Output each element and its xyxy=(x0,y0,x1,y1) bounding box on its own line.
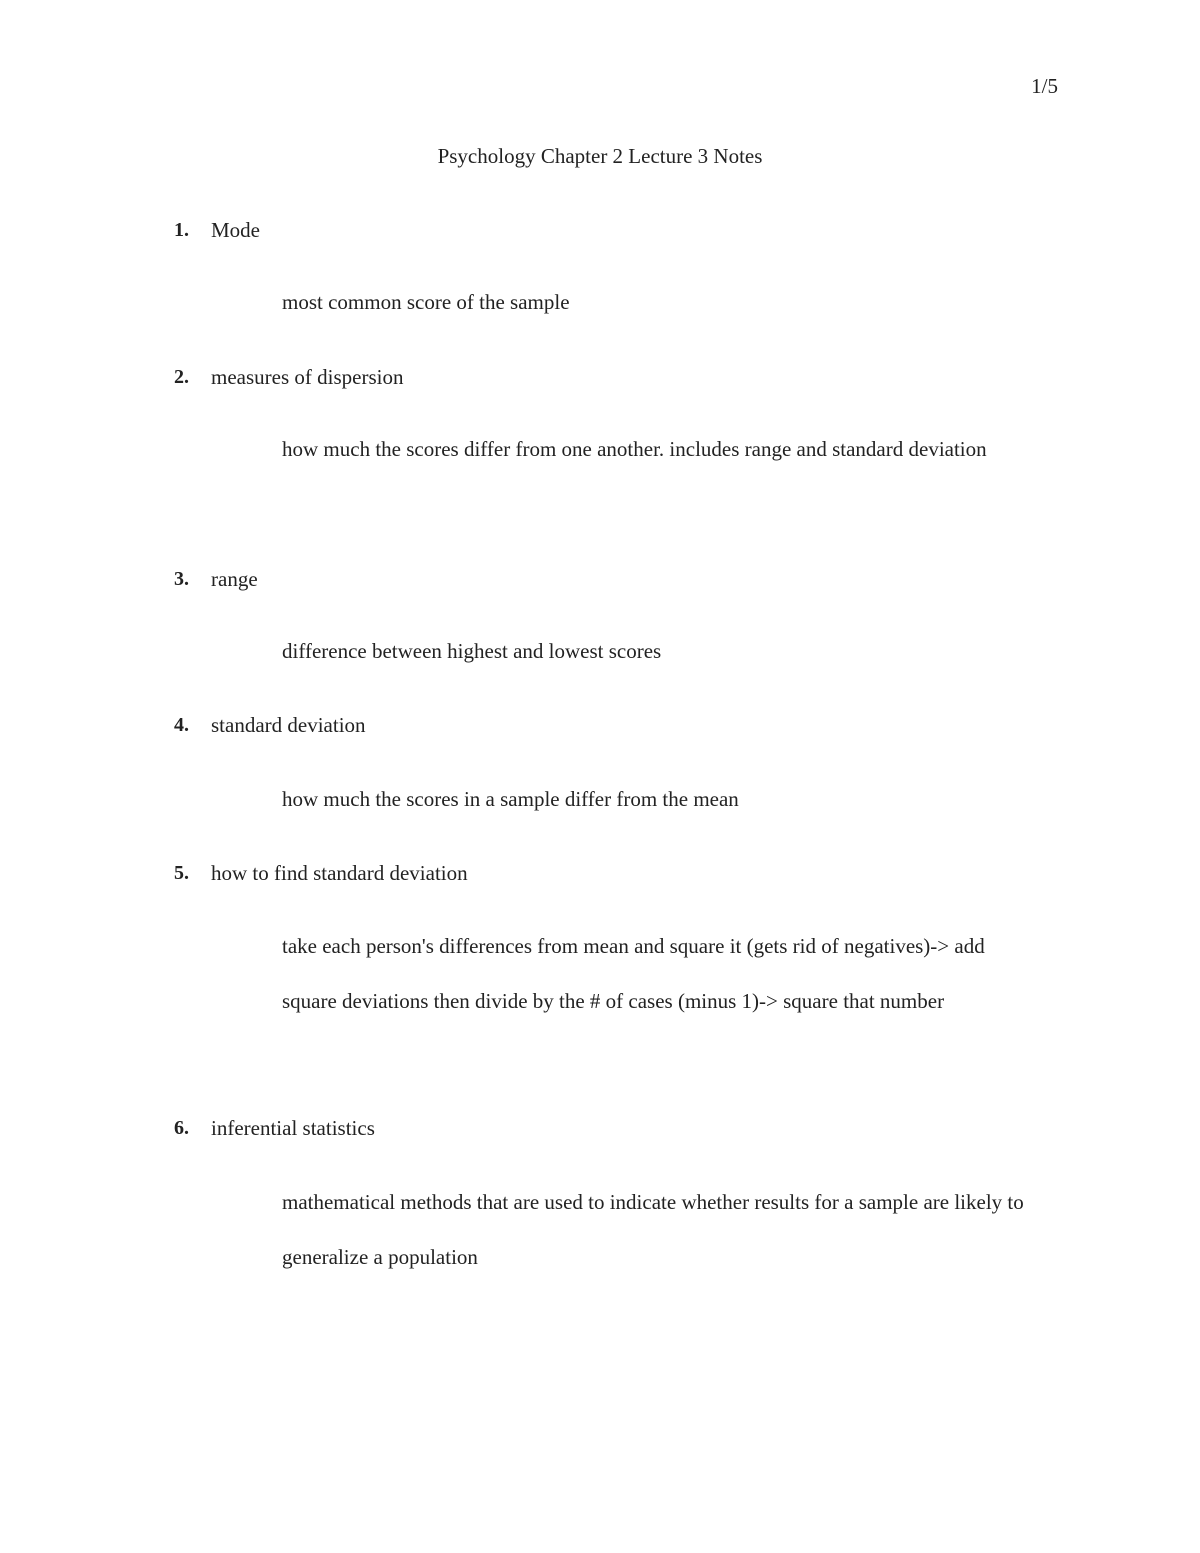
item-number: 4. xyxy=(174,714,189,736)
item-term: how to find standard deviation xyxy=(211,861,468,885)
item-term: Mode xyxy=(211,218,260,242)
item-number: 5. xyxy=(174,862,189,884)
item-definition: most common score of the sample xyxy=(282,290,570,314)
item-term: measures of dispersion xyxy=(211,365,404,389)
document-title: Psychology Chapter 2 Lecture 3 Notes xyxy=(437,144,763,168)
item-term: inferential statistics xyxy=(211,1116,375,1140)
item-definition: mathematical methods that are used to indicate whether results for a sample are likely to generalize a population xyxy=(282,1190,1024,1269)
item-definition: how much the scores in a sample differ from the mean xyxy=(282,787,739,811)
item-term: range xyxy=(211,567,258,591)
item-number: 6. xyxy=(174,1117,189,1139)
item-number: 3. xyxy=(174,568,189,590)
item-definition: how much the scores differ from one another. includes range and standard deviation xyxy=(282,437,987,461)
item-term: standard deviation xyxy=(211,713,366,737)
item-definition: difference between highest and lowest scores xyxy=(282,639,662,663)
item-definition: take each person's differences from mean and square it (gets rid of negatives)-> add square deviations then divide by the # of cases (minus 1)-> square that number xyxy=(282,934,985,1013)
item-number: 1. xyxy=(174,219,189,241)
item-number: 2. xyxy=(174,366,189,388)
page-number: 1/5 xyxy=(1031,74,1058,98)
